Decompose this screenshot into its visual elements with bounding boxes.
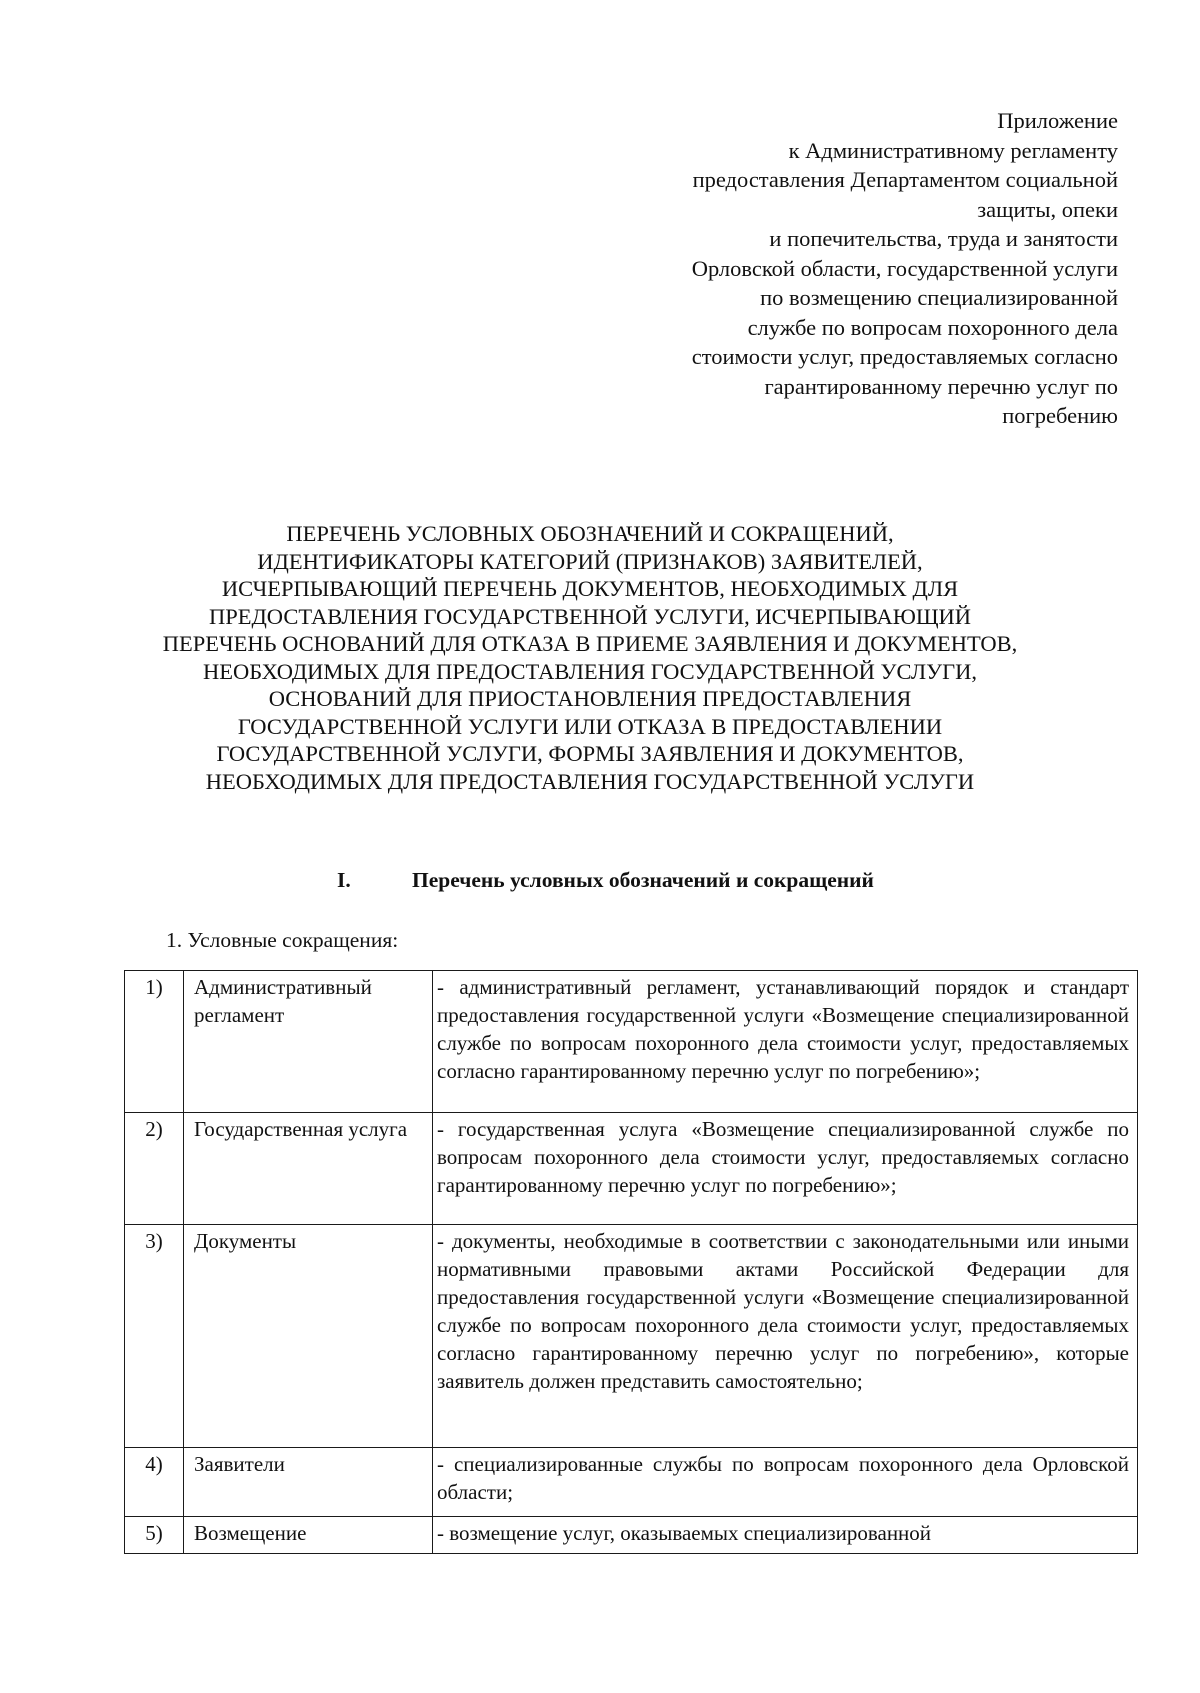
- appendix-line: по возмещению специализированной: [760, 285, 1118, 310]
- title-line: ПРЕДОСТАВЛЕНИЯ ГОСУДАРСТВЕННОЙ УСЛУГИ, ИСЧЕРПЫВАЮЩИЙ: [208, 603, 972, 629]
- appendix-line: погребению: [1002, 403, 1118, 428]
- document-title: [140, 520, 1040, 795]
- row-number: 4): [125, 1448, 184, 1517]
- row-term: Заявители: [184, 1448, 433, 1517]
- row-term: Документы: [184, 1225, 433, 1448]
- row-definition: - специализированные службы по вопросам похоронного дела Орловской области;: [433, 1448, 1138, 1517]
- table-row: [125, 971, 1138, 1113]
- row-number: 5): [125, 1517, 184, 1554]
- appendix-line: службе по вопросам похоронного дела: [747, 314, 1118, 340]
- section-heading-text: Перечень условных обозначений и сокращений: [412, 868, 874, 892]
- appendix-line: гарантированному перечню услуг по: [764, 373, 1118, 399]
- row-term: Административный регламент: [184, 971, 433, 1113]
- row-term: Государственная услуга: [184, 1113, 433, 1225]
- row-definition: - административный регламент, устанавливающий порядок и стандарт предоставления государственной услуги «Возмещение специализированной службе по вопросам похоронного дела стоимости услуг, предоставляемых согласно гарантированному перечню услуг по погребению»;: [433, 971, 1138, 1113]
- appendix-line: стоимости услуг, предоставляемых согласно: [691, 344, 1118, 369]
- appendix-line: предоставления Департаментом социальной: [692, 167, 1118, 192]
- row-term: Возмещение: [184, 1517, 433, 1554]
- row-definition: - государственная услуга «Возмещение специализированной службе по вопросам похоронного дела стоимости услуг, предоставляемых согласно гарантированному перечню услуг по погребению»;: [433, 1113, 1138, 1225]
- title-line: ИДЕНТИФИКАТОРЫ КАТЕГОРИЙ (ПРИЗНАКОВ) ЗАЯВИТЕЛЕЙ,: [257, 548, 923, 574]
- title-line: ГОСУДАРСТВЕННОЙ УСЛУГИ, ФОРМЫ ЗАЯВЛЕНИЯ И ДОКУМЕНТОВ,: [216, 741, 964, 766]
- row-definition: - документы, необходимые в соответствии с законодательными или иными нормативными правовыми актами Российской Федерации для предоставления государственной услуги «Возмещение специализированной службе по вопросам похоронного дела стоимости услуг, предоставляемых согласно гарантированному перечню услуг по погребению», которые заявитель должен представить самостоятельно;: [433, 1225, 1138, 1448]
- row-number: 1): [125, 971, 184, 1113]
- title-line: НЕОБХОДИМЫХ ДЛЯ ПРЕДОСТАВЛЕНИЯ ГОСУДАРСТВЕННОЙ УСЛУГИ,: [202, 658, 977, 684]
- title-line: ИСЧЕРПЫВАЮЩИЙ ПЕРЕЧЕНЬ ДОКУМЕНТОВ, НЕОБХОДИМЫХ ДЛЯ: [221, 576, 959, 601]
- appendix-header: [558, 106, 1118, 431]
- title-line: ПЕРЕЧЕНЬ УСЛОВНЫХ ОБОЗНАЧЕНИЙ И СОКРАЩЕНИЙ,: [286, 521, 894, 546]
- abbreviations-table: [124, 970, 1138, 1554]
- title-line: ГОСУДАРСТВЕННОЙ УСЛУГИ ИЛИ ОТКАЗА В ПРЕДОСТАВЛЕНИИ: [237, 713, 943, 739]
- row-number: 2): [125, 1113, 184, 1225]
- row-number: 3): [125, 1225, 184, 1448]
- row-definition: - возмещение услуг, оказываемых специализированной: [433, 1517, 1138, 1554]
- appendix-line: к Административному регламенту: [788, 137, 1118, 163]
- title-line: ОСНОВАНИЙ ДЛЯ ПРИОСТАНОВЛЕНИЯ ПРЕДОСТАВЛЕНИЯ: [268, 686, 912, 711]
- appendix-line: Орловской области, государственной услуги: [691, 255, 1118, 281]
- table-row: [125, 1225, 1138, 1448]
- section-heading: [337, 868, 874, 893]
- appendix-line: защиты, опеки: [977, 196, 1118, 222]
- title-line: НЕОБХОДИМЫХ ДЛЯ ПРЕДОСТАВЛЕНИЯ ГОСУДАРСТВЕННОЙ УСЛУГИ: [205, 768, 975, 794]
- appendix-line: Приложение: [997, 108, 1118, 133]
- table-row: [125, 1517, 1138, 1554]
- table-row: [125, 1113, 1138, 1225]
- section-number: I.: [337, 868, 351, 892]
- title-line: ПЕРЕЧЕНЬ ОСНОВАНИЙ ДЛЯ ОТКАЗА В ПРИЕМЕ ЗАЯВЛЕНИЯ И ДОКУМЕНТОВ,: [162, 631, 1018, 656]
- table-row: [125, 1448, 1138, 1517]
- list-title: 1. Условные сокращения:: [166, 928, 399, 952]
- appendix-line: и попечительства, труда и занятости: [769, 226, 1118, 251]
